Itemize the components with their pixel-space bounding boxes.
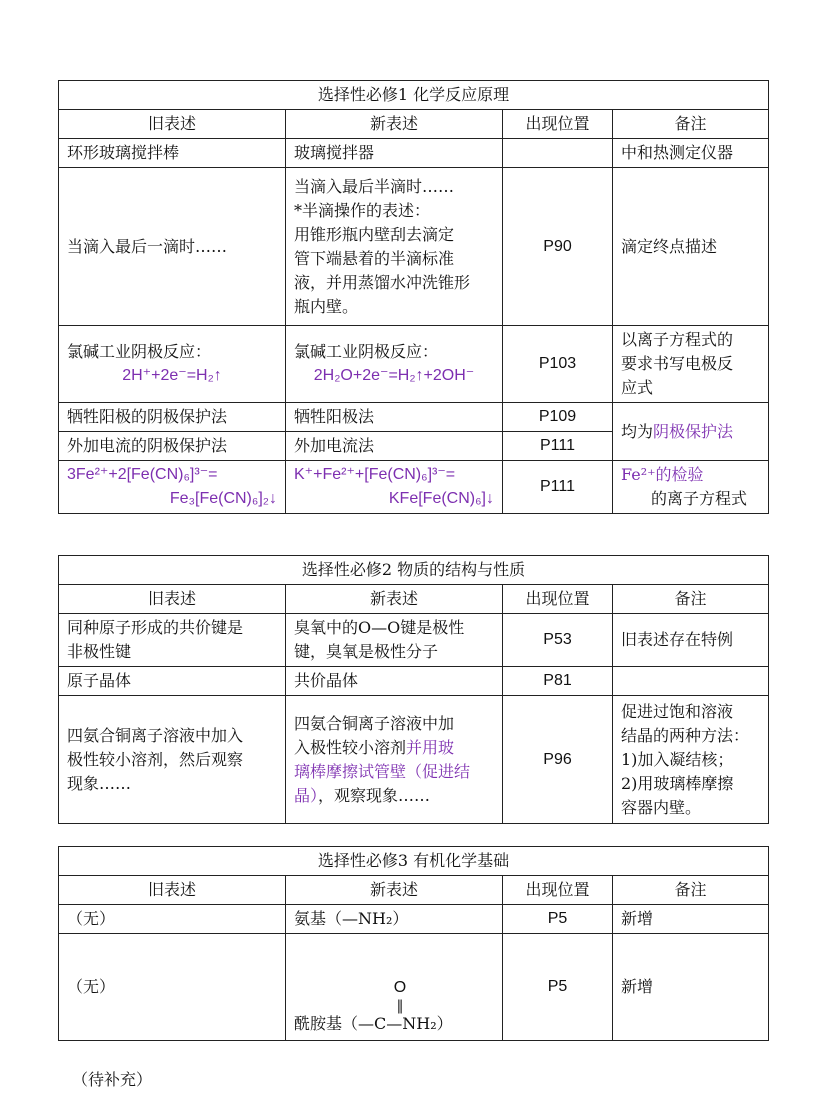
text-line: 促进过饱和溶液 bbox=[621, 701, 734, 721]
cell-note: 滴定终点描述 bbox=[613, 168, 769, 326]
cell-note bbox=[613, 696, 769, 824]
cell-new bbox=[286, 461, 503, 514]
text-line: 应式 bbox=[621, 378, 654, 397]
cell-new: 玻璃搅拌器 bbox=[286, 139, 503, 168]
text-line: 氯碱工业阴极反应： bbox=[294, 342, 439, 361]
header-new: 新表述 bbox=[286, 585, 503, 614]
cell-old: 原子晶体 bbox=[59, 667, 286, 696]
table-row bbox=[59, 667, 769, 696]
text-line: 1)加入凝结核； bbox=[621, 749, 734, 769]
note-text: 的离子方程式 bbox=[651, 489, 748, 508]
cell-new bbox=[286, 696, 503, 824]
table-title: 选择性必修2 物质的结构与性质 bbox=[59, 556, 769, 585]
cell-position: P81 bbox=[503, 667, 613, 696]
table-header-row bbox=[59, 585, 769, 614]
cell-old bbox=[59, 326, 286, 403]
amide-label: 酰胺基（—C—NH₂） bbox=[294, 1014, 453, 1033]
text-line: 用锥形瓶内壁刮去滴定 bbox=[294, 224, 455, 244]
header-position: 出现位置 bbox=[503, 585, 613, 614]
cell-new: 外加电流法 bbox=[286, 432, 503, 461]
header-position: 出现位置 bbox=[503, 876, 613, 905]
cell-position: P111 bbox=[503, 432, 613, 461]
table-title-row bbox=[59, 556, 769, 585]
table-title-row bbox=[59, 81, 769, 110]
cell-position: P5 bbox=[503, 934, 613, 1041]
text-line: 极性较小溶剂，然后观察 bbox=[67, 749, 244, 769]
cell-position: P109 bbox=[503, 403, 613, 432]
table-row bbox=[59, 696, 769, 824]
header-position: 出现位置 bbox=[503, 110, 613, 139]
text-highlight: 璃棒摩擦试管壁（促进结 bbox=[294, 761, 471, 781]
text-line: 液，并用蒸馏水冲洗锥形 bbox=[294, 272, 471, 292]
table-organic-chemistry bbox=[58, 846, 769, 1041]
cell-new: 牺牲阳极法 bbox=[286, 403, 503, 432]
table-header-row bbox=[59, 110, 769, 139]
text-line bbox=[294, 784, 494, 808]
note-highlight: Fe²⁺的检验 bbox=[621, 465, 704, 484]
table-row bbox=[59, 168, 769, 326]
header-old: 旧表述 bbox=[59, 876, 286, 905]
text-line: 键，臭氧是极性分子 bbox=[294, 642, 439, 661]
cell-old: （无） bbox=[59, 905, 286, 934]
equation-line: K⁺+Fe²⁺+[Fe(CN)₆]³⁻= bbox=[294, 466, 456, 483]
text-line: 现象…… bbox=[67, 773, 132, 793]
cell-note bbox=[613, 403, 769, 461]
cell-note bbox=[613, 326, 769, 403]
cell-note bbox=[613, 461, 769, 514]
cell-position: P96 bbox=[503, 696, 613, 824]
cell-old: （无） bbox=[59, 934, 286, 1041]
header-note: 备注 bbox=[613, 110, 769, 139]
cell-new: 共价晶体 bbox=[286, 667, 503, 696]
text-line: 以离子方程式的 bbox=[621, 330, 734, 349]
table-header-row bbox=[59, 876, 769, 905]
equation-line: 3Fe²⁺+2[Fe(CN)₆]³⁻= bbox=[67, 466, 218, 483]
cell-old: 牺牲阳极的阴极保护法 bbox=[59, 403, 286, 432]
cell-note: 新增 bbox=[613, 905, 769, 934]
text-line: 要求书写电极反 bbox=[621, 354, 734, 373]
oxygen-atom: O bbox=[393, 979, 407, 996]
equation: 2H₂O+2e⁻=H₂↑+2OH⁻ bbox=[313, 367, 475, 384]
equation-line: KFe[Fe(CN)₆]↓ bbox=[388, 490, 494, 507]
table-row bbox=[59, 614, 769, 667]
text-run: ，观察现象…… bbox=[318, 785, 431, 805]
note-highlight: 阴极保护法 bbox=[653, 421, 734, 441]
cell-position: P103 bbox=[503, 326, 613, 403]
header-note: 备注 bbox=[613, 876, 769, 905]
text-line: 瓶内壁。 bbox=[294, 296, 359, 316]
header-old: 旧表述 bbox=[59, 110, 286, 139]
cell-note: 中和热测定仪器 bbox=[613, 139, 769, 168]
cell-new bbox=[286, 614, 503, 667]
cell-old: 外加电流的阴极保护法 bbox=[59, 432, 286, 461]
cell-old bbox=[59, 461, 286, 514]
table-row bbox=[59, 934, 769, 1041]
table-title-row bbox=[59, 847, 769, 876]
amide-structure bbox=[294, 972, 494, 1032]
cell-new bbox=[286, 326, 503, 403]
table-row bbox=[59, 139, 769, 168]
table-title: 选择性必修1 化学反应原理 bbox=[59, 81, 769, 110]
text-line: 2)用玻璃棒摩擦 bbox=[621, 773, 734, 793]
text-run: 入极性较小溶剂 bbox=[294, 737, 407, 757]
text-line: 臭氧中的O—O键是极性 bbox=[294, 618, 465, 637]
text-line: 非极性键 bbox=[67, 642, 132, 661]
text-line: 同种原子形成的共价键是 bbox=[67, 618, 244, 637]
text-line: 氯碱工业阴极反应： bbox=[67, 342, 212, 361]
table-row bbox=[59, 461, 769, 514]
cell-position bbox=[503, 139, 613, 168]
cell-position: P90 bbox=[503, 168, 613, 326]
cell-new bbox=[286, 934, 503, 1041]
cell-new: 氨基（—NH₂） bbox=[286, 905, 503, 934]
equation: 2H⁺+2e⁻=H₂↑ bbox=[122, 367, 222, 384]
cell-old: 环形玻璃搅拌棒 bbox=[59, 139, 286, 168]
text-line: 容器内壁。 bbox=[621, 797, 702, 817]
text-line: *半滴操作的表述： bbox=[294, 200, 431, 220]
text-highlight: 并用玻 bbox=[406, 737, 455, 757]
table-structure-properties bbox=[58, 555, 769, 824]
cell-old bbox=[59, 614, 286, 667]
equation-line: Fe₃[Fe(CN)₆]₂↓ bbox=[169, 490, 277, 507]
cell-position: P5 bbox=[503, 905, 613, 934]
cell-note bbox=[613, 667, 769, 696]
table-row bbox=[59, 403, 769, 432]
table-row bbox=[59, 905, 769, 934]
text-line: 当滴入最后半滴时…… bbox=[294, 176, 455, 196]
table-title: 选择性必修3 有机化学基础 bbox=[59, 847, 769, 876]
header-old: 旧表述 bbox=[59, 585, 286, 614]
text-line: 四氨合铜离子溶液中加入 bbox=[67, 725, 244, 745]
footer-note: （待补充） bbox=[72, 1070, 153, 1089]
cell-note: 新增 bbox=[613, 934, 769, 1041]
cell-note: 旧表述存在特例 bbox=[613, 614, 769, 667]
header-new: 新表述 bbox=[286, 110, 503, 139]
text-line: 管下端悬着的半滴标准 bbox=[294, 248, 455, 268]
text-line: 结晶的两种方法： bbox=[621, 725, 750, 745]
cell-new bbox=[286, 168, 503, 326]
header-new: 新表述 bbox=[286, 876, 503, 905]
note-text: 均为 bbox=[621, 421, 654, 441]
double-bond: ‖ bbox=[396, 998, 404, 1014]
cell-old: 当滴入最后一滴时…… bbox=[59, 168, 286, 326]
text-line bbox=[294, 736, 494, 760]
header-note: 备注 bbox=[613, 585, 769, 614]
text-highlight: 晶） bbox=[294, 785, 319, 805]
cell-position: P53 bbox=[503, 614, 613, 667]
text-line: 四氨合铜离子溶液中加 bbox=[294, 713, 455, 733]
table-reaction-principles bbox=[58, 80, 769, 514]
cell-position: P111 bbox=[503, 461, 613, 514]
table-row bbox=[59, 326, 769, 403]
cell-old bbox=[59, 696, 286, 824]
